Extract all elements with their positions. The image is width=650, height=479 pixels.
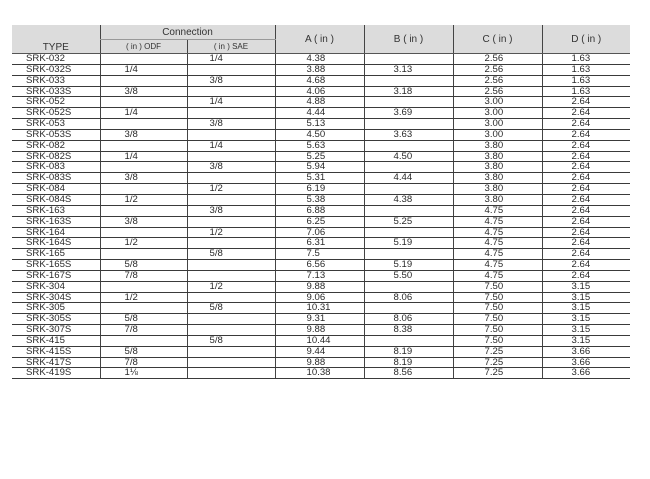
cell-d: 2.64 [542,238,630,249]
cell-d: 2.64 [542,162,630,173]
cell-c: 4.75 [453,216,542,227]
cell-d: 2.64 [542,194,630,205]
cell-b [364,205,453,216]
cell-b: 3.18 [364,86,453,97]
cell-odf: 1/2 [100,238,187,249]
cell-c: 7.25 [453,368,542,379]
cell-type: SRK-052S [12,108,100,119]
cell-odf: 1/2 [100,292,187,303]
cell-sae [187,173,275,184]
cell-odf [100,97,187,108]
header-a: A ( in ) [275,25,364,54]
cell-sae: 1/2 [187,227,275,238]
cell-sae: 1/2 [187,281,275,292]
cell-type: SRK-415 [12,335,100,346]
cell-b: 8.19 [364,357,453,368]
table-row [12,368,630,379]
table-row [12,108,630,119]
table-row [12,281,630,292]
cell-b [364,303,453,314]
cell-d: 3.15 [542,335,630,346]
table-row [12,64,630,75]
header-sae: ( in ) SAE [187,40,275,54]
cell-odf: 3/8 [100,86,187,97]
cell-sae [187,151,275,162]
table-row [12,162,630,173]
cell-c: 2.56 [453,64,542,75]
cell-sae [187,129,275,140]
cell-c: 2.56 [453,86,542,97]
cell-odf [100,75,187,86]
cell-a: 5.25 [275,151,364,162]
cell-c: 7.50 [453,325,542,336]
table-row [12,194,630,205]
cell-d: 3.15 [542,292,630,303]
cell-b [364,162,453,173]
cell-odf [100,184,187,195]
header-odf: ( in ) ODF [100,40,187,54]
table-row [12,129,630,140]
cell-d: 2.64 [542,129,630,140]
cell-a: 4.44 [275,108,364,119]
cell-sae: 1/4 [187,140,275,151]
table-row [12,292,630,303]
cell-a: 4.38 [275,54,364,65]
cell-d: 2.64 [542,173,630,184]
cell-b: 5.19 [364,238,453,249]
cell-type: SRK-052 [12,97,100,108]
table-header [12,25,630,54]
cell-odf: 1⅛ [100,368,187,379]
table-row [12,140,630,151]
cell-type: SRK-083 [12,162,100,173]
table-row [12,216,630,227]
cell-sae [187,325,275,336]
cell-c: 3.00 [453,119,542,130]
cell-d: 2.64 [542,249,630,260]
cell-d: 2.64 [542,270,630,281]
cell-odf [100,249,187,260]
cell-c: 3.80 [453,151,542,162]
cell-sae [187,357,275,368]
cell-odf [100,162,187,173]
header-d: D ( in ) [542,25,630,54]
cell-d: 3.15 [542,303,630,314]
cell-b [364,119,453,130]
cell-sae [187,238,275,249]
table-row [12,238,630,249]
table-row [12,227,630,238]
cell-c: 7.50 [453,314,542,325]
cell-b [364,281,453,292]
cell-type: SRK-053S [12,129,100,140]
cell-c: 7.25 [453,357,542,368]
cell-sae [187,108,275,119]
table-body [12,54,630,379]
cell-b [364,140,453,151]
cell-type: SRK-415S [12,346,100,357]
cell-c: 4.75 [453,205,542,216]
cell-b [364,335,453,346]
cell-c: 2.56 [453,75,542,86]
cell-a: 5.94 [275,162,364,173]
cell-d: 1.63 [542,64,630,75]
table-row [12,303,630,314]
cell-type: SRK-082S [12,151,100,162]
cell-c: 4.75 [453,270,542,281]
cell-d: 2.64 [542,205,630,216]
cell-c: 3.80 [453,162,542,173]
table-row [12,249,630,260]
cell-type: SRK-305S [12,314,100,325]
cell-a: 6.25 [275,216,364,227]
cell-b: 5.19 [364,260,453,271]
table-row [12,75,630,86]
cell-d: 2.64 [542,151,630,162]
cell-sae [187,270,275,281]
cell-b: 8.06 [364,292,453,303]
cell-odf: 5/8 [100,346,187,357]
cell-sae: 1/4 [187,97,275,108]
cell-a: 6.19 [275,184,364,195]
table-row [12,151,630,162]
cell-c: 7.50 [453,281,542,292]
cell-type: SRK-083S [12,173,100,184]
cell-c: 4.75 [453,238,542,249]
cell-c: 2.56 [453,54,542,65]
cell-odf [100,281,187,292]
cell-d: 3.15 [542,281,630,292]
header-b: B ( in ) [364,25,453,54]
cell-a: 7.5 [275,249,364,260]
cell-type: SRK-305 [12,303,100,314]
cell-c: 3.00 [453,97,542,108]
cell-a: 9.31 [275,314,364,325]
cell-sae [187,260,275,271]
cell-b: 5.50 [364,270,453,281]
table-row [12,260,630,271]
cell-b [364,75,453,86]
table-row [12,173,630,184]
cell-a: 7.06 [275,227,364,238]
cell-b: 4.44 [364,173,453,184]
cell-d: 1.63 [542,86,630,97]
cell-type: SRK-033 [12,75,100,86]
spec-table-container [12,25,630,379]
table-row [12,325,630,336]
cell-odf: 1/4 [100,151,187,162]
table-row [12,205,630,216]
cell-a: 9.88 [275,325,364,336]
table-row [12,86,630,97]
cell-d: 2.64 [542,216,630,227]
cell-type: SRK-164S [12,238,100,249]
cell-d: 2.64 [542,140,630,151]
cell-type: SRK-164 [12,227,100,238]
cell-c: 3.00 [453,129,542,140]
cell-d: 2.64 [542,108,630,119]
cell-sae: 5/8 [187,335,275,346]
cell-b: 3.13 [364,64,453,75]
cell-sae: 3/8 [187,205,275,216]
cell-b [364,249,453,260]
cell-a: 4.50 [275,129,364,140]
cell-sae: 1/2 [187,184,275,195]
cell-type: SRK-084 [12,184,100,195]
cell-type: SRK-304 [12,281,100,292]
cell-a: 6.31 [275,238,364,249]
header-connection: Connection [100,25,275,40]
cell-sae [187,314,275,325]
cell-sae [187,368,275,379]
cell-type: SRK-082 [12,140,100,151]
cell-odf: 5/8 [100,260,187,271]
cell-a: 10.44 [275,335,364,346]
spec-table [12,25,630,379]
cell-b [364,54,453,65]
cell-d: 2.64 [542,184,630,195]
cell-sae: 1/4 [187,54,275,65]
cell-type: SRK-304S [12,292,100,303]
table-row [12,119,630,130]
cell-type: SRK-033S [12,86,100,97]
cell-c: 7.25 [453,346,542,357]
cell-b: 4.50 [364,151,453,162]
cell-c: 3.80 [453,140,542,151]
cell-b: 8.38 [364,325,453,336]
cell-a: 5.31 [275,173,364,184]
cell-odf: 3/8 [100,216,187,227]
cell-a: 4.06 [275,86,364,97]
cell-odf: 1/4 [100,64,187,75]
cell-type: SRK-165 [12,249,100,260]
table-row [12,97,630,108]
cell-type: SRK-032S [12,64,100,75]
table-row [12,335,630,346]
cell-type: SRK-165S [12,260,100,271]
header-type: TYPE [12,25,100,54]
cell-odf [100,335,187,346]
cell-sae: 5/8 [187,249,275,260]
cell-odf: 5/8 [100,314,187,325]
cell-sae: 3/8 [187,75,275,86]
cell-odf [100,119,187,130]
cell-d: 3.66 [542,368,630,379]
cell-d: 3.66 [542,357,630,368]
cell-sae [187,194,275,205]
table-row [12,357,630,368]
cell-a: 4.68 [275,75,364,86]
cell-a: 3.88 [275,64,364,75]
cell-d: 1.63 [542,75,630,86]
cell-d: 3.66 [542,346,630,357]
cell-d: 1.63 [542,54,630,65]
cell-odf [100,205,187,216]
cell-b: 4.38 [364,194,453,205]
cell-type: SRK-032 [12,54,100,65]
cell-b: 5.25 [364,216,453,227]
cell-c: 7.50 [453,303,542,314]
cell-type: SRK-163S [12,216,100,227]
cell-b: 3.69 [364,108,453,119]
cell-type: SRK-419S [12,368,100,379]
cell-sae: 3/8 [187,119,275,130]
cell-sae: 3/8 [187,162,275,173]
cell-c: 4.75 [453,227,542,238]
cell-b [364,184,453,195]
cell-odf [100,140,187,151]
cell-odf: 1/2 [100,194,187,205]
cell-type: SRK-084S [12,194,100,205]
cell-odf: 7/8 [100,357,187,368]
cell-a: 6.88 [275,205,364,216]
cell-type: SRK-417S [12,357,100,368]
cell-a: 9.06 [275,292,364,303]
cell-a: 9.44 [275,346,364,357]
cell-b [364,227,453,238]
cell-type: SRK-167S [12,270,100,281]
cell-b [364,97,453,108]
cell-c: 3.00 [453,108,542,119]
cell-b: 8.19 [364,346,453,357]
cell-b: 8.06 [364,314,453,325]
cell-a: 5.63 [275,140,364,151]
cell-c: 3.80 [453,194,542,205]
cell-c: 3.80 [453,184,542,195]
cell-sae [187,292,275,303]
cell-sae [187,64,275,75]
cell-odf [100,54,187,65]
cell-sae: 5/8 [187,303,275,314]
cell-odf: 7/8 [100,270,187,281]
table-row [12,184,630,195]
cell-d: 2.64 [542,97,630,108]
cell-d: 2.64 [542,260,630,271]
cell-odf: 3/8 [100,129,187,140]
cell-odf [100,303,187,314]
cell-d: 2.64 [542,119,630,130]
cell-a: 5.13 [275,119,364,130]
table-row [12,54,630,65]
table-row [12,346,630,357]
cell-a: 5.38 [275,194,364,205]
cell-odf: 1/4 [100,108,187,119]
cell-type: SRK-053 [12,119,100,130]
header-c: C ( in ) [453,25,542,54]
cell-a: 4.88 [275,97,364,108]
table-row [12,270,630,281]
cell-sae [187,86,275,97]
cell-sae [187,216,275,227]
cell-odf [100,227,187,238]
cell-c: 3.80 [453,173,542,184]
cell-b: 3.63 [364,129,453,140]
cell-c: 4.75 [453,249,542,260]
cell-a: 10.38 [275,368,364,379]
cell-b: 8.56 [364,368,453,379]
cell-d: 3.15 [542,325,630,336]
cell-d: 3.15 [542,314,630,325]
cell-a: 7.13 [275,270,364,281]
cell-odf: 7/8 [100,325,187,336]
cell-c: 7.50 [453,292,542,303]
cell-d: 2.64 [542,227,630,238]
cell-type: SRK-163 [12,205,100,216]
table-row [12,314,630,325]
cell-c: 4.75 [453,260,542,271]
cell-a: 9.88 [275,357,364,368]
cell-a: 10.31 [275,303,364,314]
cell-c: 7.50 [453,335,542,346]
cell-sae [187,346,275,357]
cell-odf: 3/8 [100,173,187,184]
cell-a: 6.56 [275,260,364,271]
cell-type: SRK-307S [12,325,100,336]
cell-a: 9.88 [275,281,364,292]
